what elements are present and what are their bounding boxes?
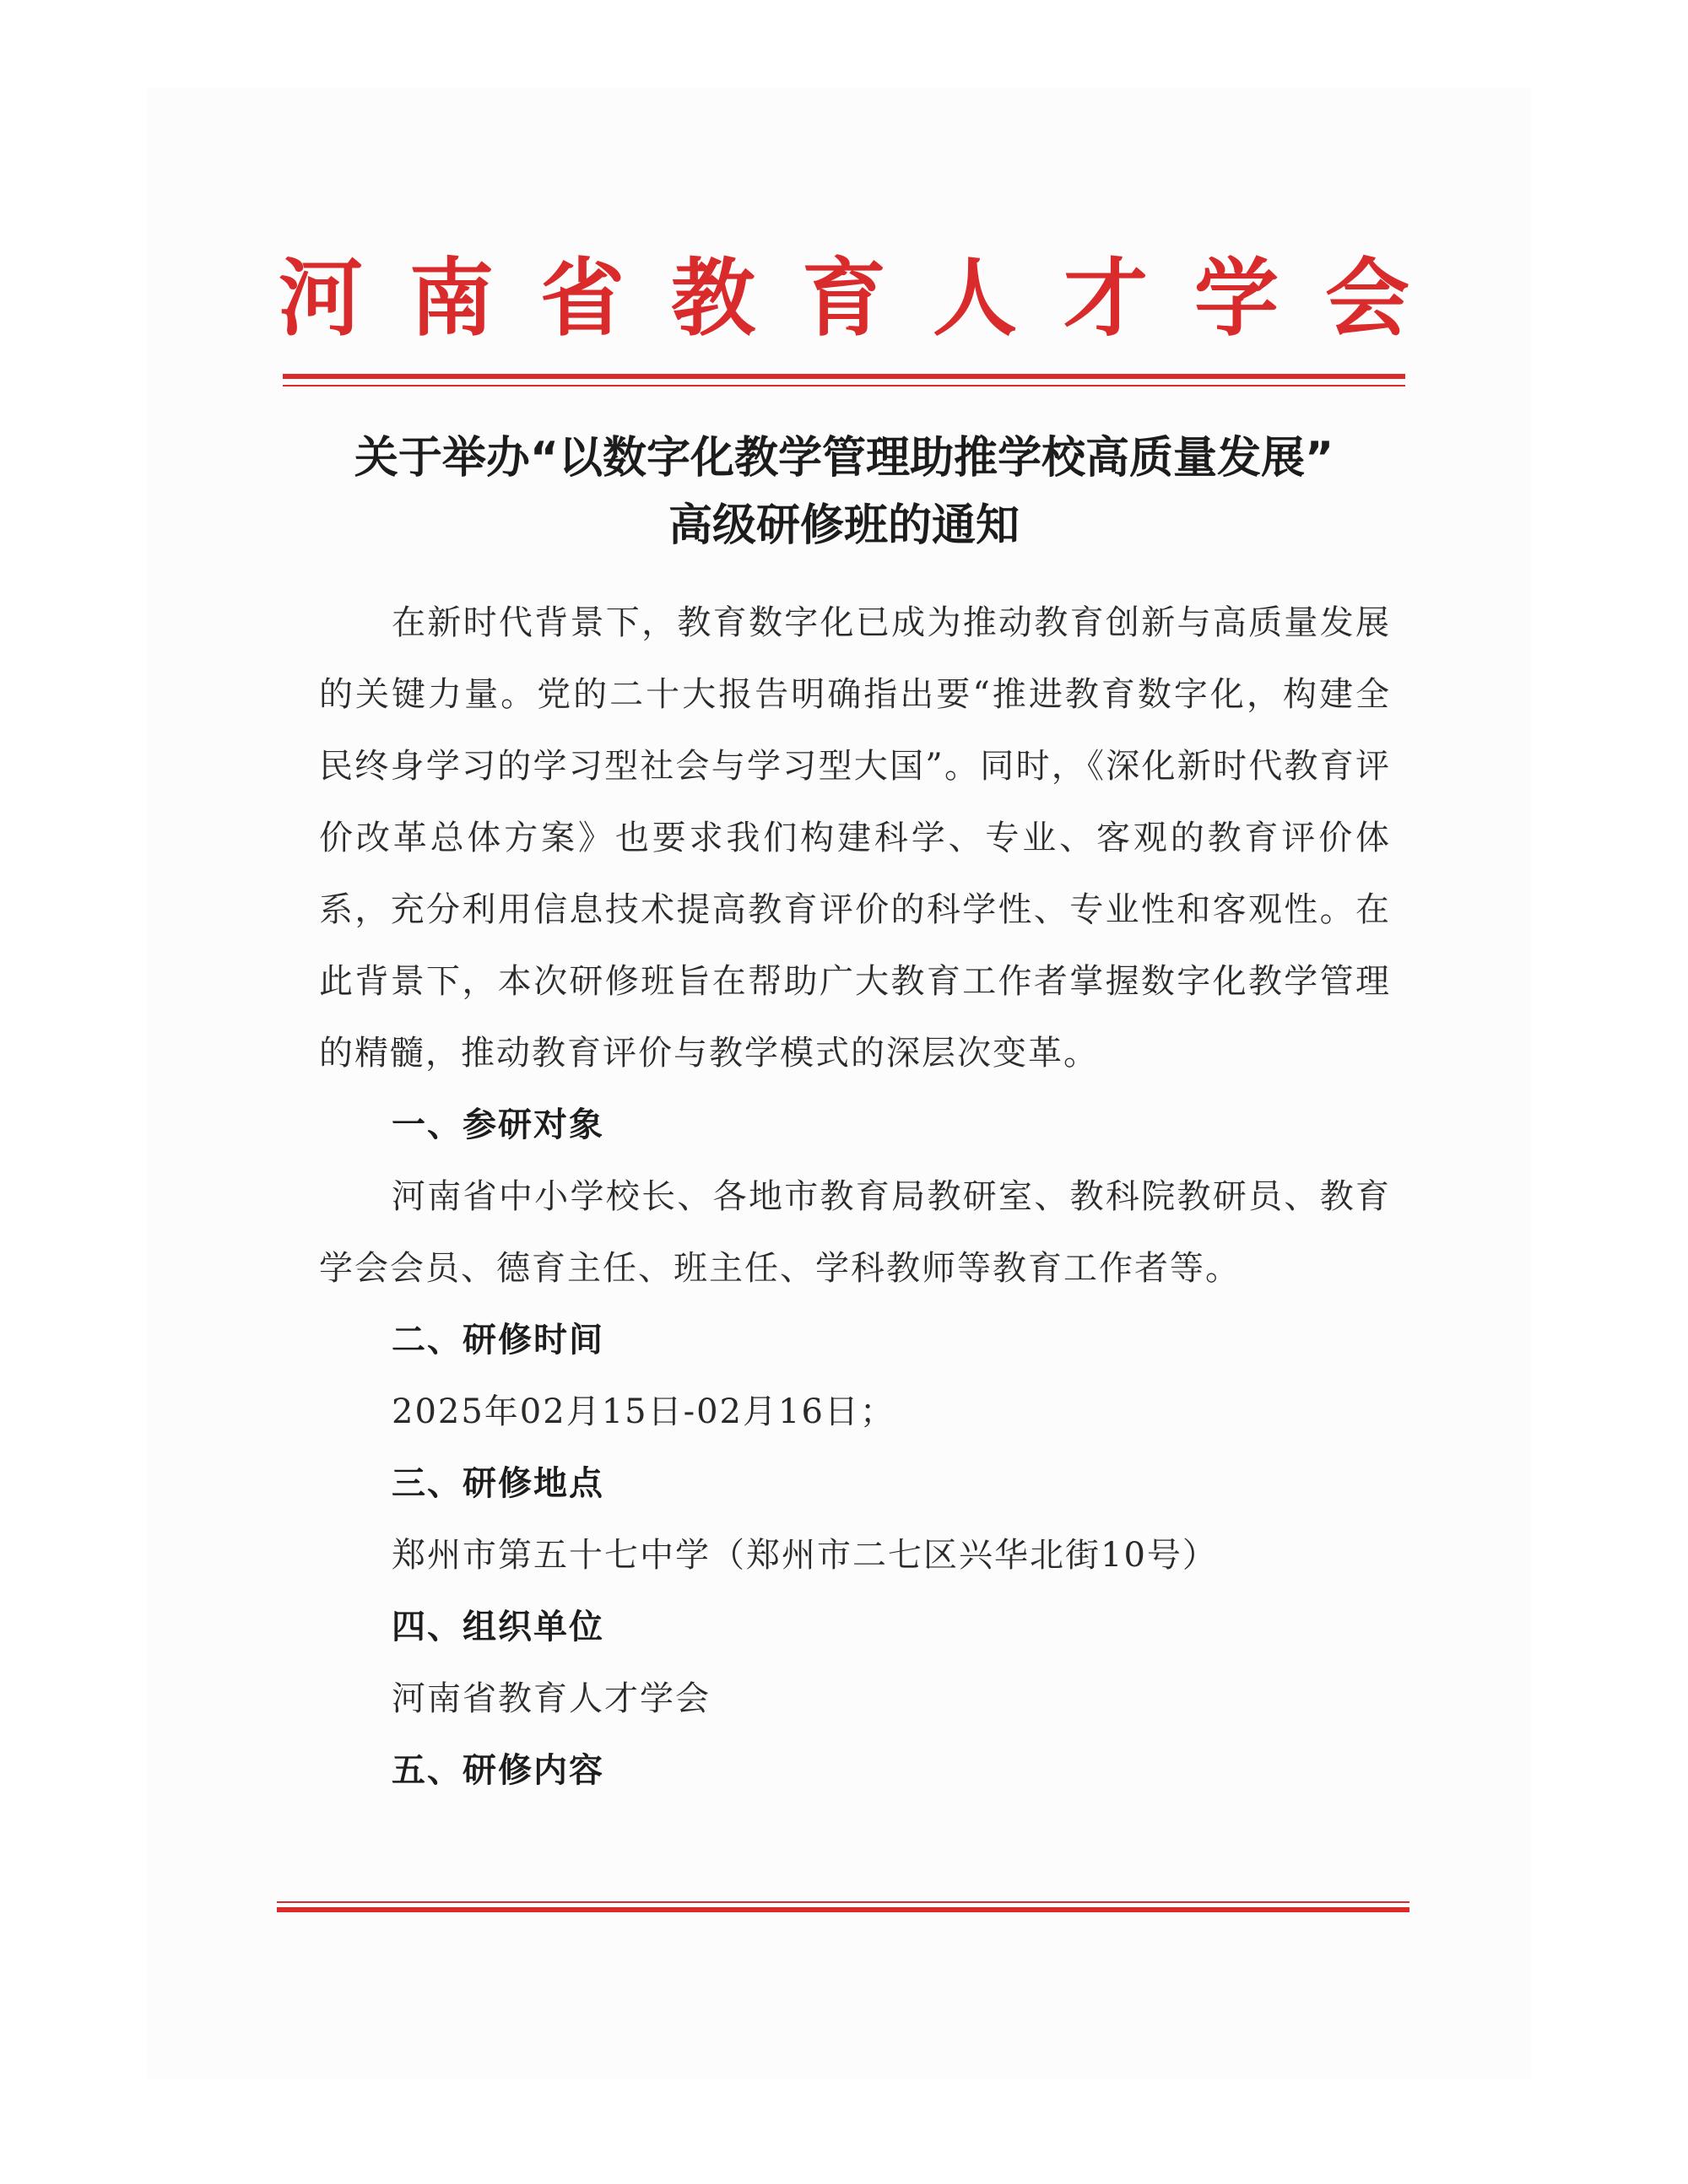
section-heading-content: 五、研修内容 [392,1751,604,1790]
footer-rule-thin [277,1901,1409,1903]
masthead-rule-thin [283,385,1405,387]
section-content-participants: 河南省中小学校长、各地市教育局教研室、教科院教研员、教育学会会员、德育主任、班主任、学科教师等教育工作者等。 [319,1177,1391,1288]
notice-title-line-1: 关于举办“以数字化教学管理助推学校高质量发展” [354,433,1334,484]
section-heading-time: 二、研修时间 [392,1321,604,1360]
masthead-rule-thick [283,374,1405,379]
masthead-organization-name: 河南省教育人才学会 [279,252,1456,346]
section-heading-location: 三、研修地点 [392,1464,604,1503]
section-content-organizer: 河南省教育人才学会 [392,1679,711,1718]
section-content-time: 2025年02月15日-02月16日； [392,1392,895,1431]
intro-paragraph: 在新时代背景下，教育数字化已成为推动教育创新与高质量发展的关键力量。党的二十大报告明确指出要“推进教育数字化，构建全民终身学习的学习型社会与学习型大国”。同时，《深化新时代教育评价改革总体方案》也要求我们构建科学、专业、客观的教育评价体系，充分利用信息技术提高教育评价的科学性、专业性和客观性。在此背景下，本次研修班旨在帮助广大教育工作者掌握数字化教学管理的精髓，推动教育评价与教学模式的深层次变革。 [319,603,1391,1073]
section-heading-organizer: 四、组织单位 [392,1608,604,1646]
notice-title-line-2: 高级研修班的通知 [668,500,1020,551]
section-heading-participants: 一、参研对象 [392,1106,604,1144]
notice-body [319,587,1391,1807]
footer-rule-thick [277,1907,1409,1912]
section-content-location: 郑州市第五十七中学（郑州市二七区兴华北街10号） [392,1536,1218,1575]
